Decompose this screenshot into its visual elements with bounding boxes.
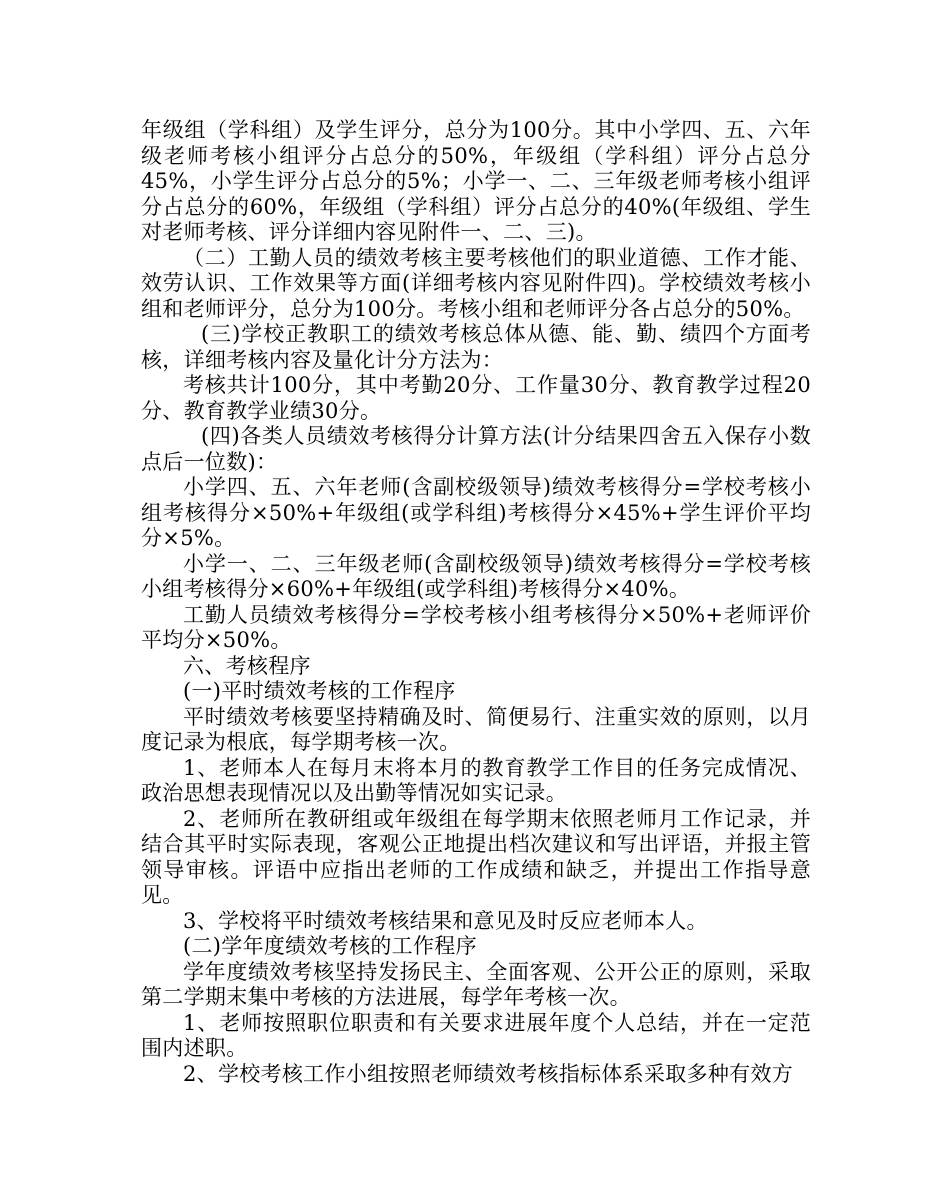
paragraph-regular-step-3: 3、学校将平时绩效考核结果和意见及时反应老师本人。 <box>183 908 708 933</box>
paragraph-regular-step-1: 1、老师本人在每月末将本月的教育教学工作目的任务完成情况、政治思想表现情况以及出勤等情况如实记录。 <box>141 755 811 805</box>
paragraph-annual-step-2: 2、学校考核工作小组按照老师绩效考核指标体系采取多种有效方 <box>183 1061 794 1086</box>
paragraph-scoring-composition: 年级组（学科组）及学生评分，总分为100分。其中小学四、五、六年级老师考核小组评分占总分的50%，年级组（学科组）评分占总分45%，小学生评分占总分的5%；小学一、二、三年级老师考核小组评分占总分的60%，年级组（学科组）评分占总分的40%(年级组、学生对老师考核、评分详细内容见附件一、二、三)。 <box>141 118 811 244</box>
document-body <box>141 118 811 1087</box>
paragraph-regular-principle: 平时绩效考核要坚持精确及时、简便易行、注重实效的原则，以月度记录为根底，每学期考核一次。 <box>141 704 811 754</box>
subsection-heading-annual: (二)学年度绩效考核的工作程序 <box>183 934 477 958</box>
subsection-heading-regular: (一)平时绩效考核的工作程序 <box>183 679 456 703</box>
paragraph-calculation-method: (四)各类人员绩效考核得分计算方法(计分结果四舍五入保存小数点后一位数)： <box>141 424 811 474</box>
paragraph-score-breakdown: 考核共计100分，其中考勤20分、工作量30分、教育教学过程20分、教育教学业绩30分。 <box>141 373 811 423</box>
section-heading-procedure: 六、考核程序 <box>183 653 311 678</box>
paragraph-overall-assessment: (三)学校正教职工的绩效考核总体从德、能、勤、绩四个方面考核，详细考核内容及量化计分方法为： <box>141 322 811 372</box>
paragraph-annual-principle: 学年度绩效考核坚持发扬民主、全面客观、公开公正的原则，采取第二学期末集中考核的方法进展，每学年考核一次。 <box>141 959 811 1009</box>
paragraph-formula-upper-grades: 小学四、五、六年老师(含副校级领导)绩效考核得分=学校考核小组考核得分×50%+年级组(或学科组)考核得分×45%+学生评价平均分×5%。 <box>141 475 811 550</box>
paragraph-formula-lower-grades: 小学一、二、三年级老师(含副校级领导)绩效考核得分=学校考核小组考核得分×60%+年级组(或学科组)考核得分×40%。 <box>141 551 811 601</box>
paragraph-annual-step-1: 1、老师按照职位职责和有关要求进展年度个人总结，并在一定范围内述职。 <box>141 1010 811 1060</box>
paragraph-formula-logistics: 工勤人员绩效考核得分=学校考核小组考核得分×50%+老师评价平均分×50%。 <box>141 602 811 652</box>
paragraph-regular-step-2: 2、老师所在教研组或年级组在每学期末依照老师月工作记录，并结合其平时实际表现，客观公正地提出档次建议和写出评语，并报主管领导审核。评语中应指出老师的工作成绩和缺乏，并提出工作指导意见。 <box>141 806 811 907</box>
paragraph-logistics-staff: （二）工勤人员的绩效考核主要考核他们的职业道德、工作才能、效劳认识、工作效果等方面(详细考核内容见附件四)。学校绩效考核小组和老师评分，总分为100分。考核小组和老师评分各占总分的50%。 <box>141 245 811 321</box>
